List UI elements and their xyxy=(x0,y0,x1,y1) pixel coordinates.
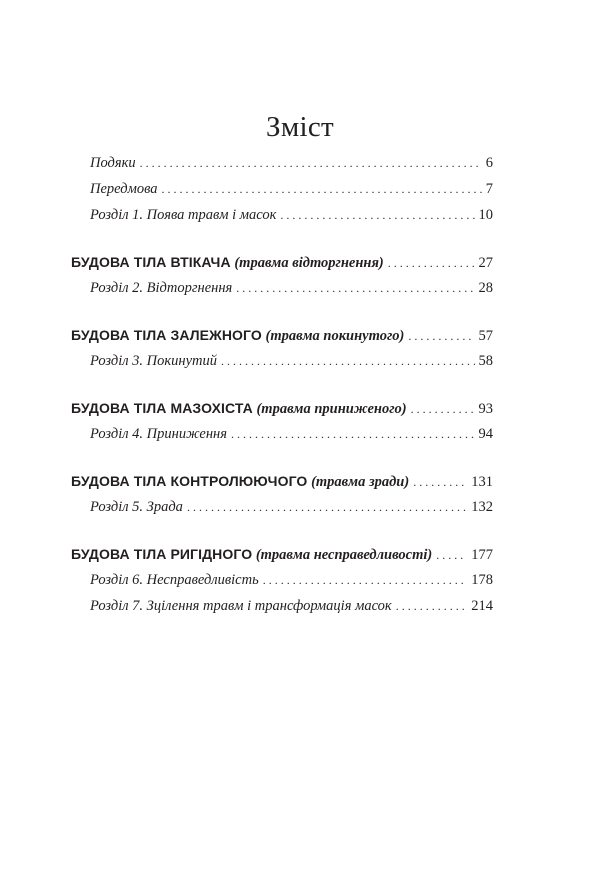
toc-page-number: 94 xyxy=(478,426,493,442)
toc-entry-chapter-6[interactable] xyxy=(71,567,493,593)
part-subtitle: (травма покинутого) xyxy=(265,328,405,344)
toc-page-number: 57 xyxy=(478,328,493,344)
part-heading: БУДОВА ТІЛА МАЗОХІСТА xyxy=(71,400,253,416)
part-heading: БУДОВА ТІЛА ВТІКАЧА xyxy=(71,254,231,270)
toc-entry-label: Розділ 3. Покинутий xyxy=(90,353,218,369)
part-subtitle: (травма приниженого) xyxy=(256,401,407,417)
part-heading: БУДОВА ТІЛА ЗАЛЕЖНОГО xyxy=(71,327,262,343)
toc-entry-label: Розділ 1. Поява травм і масок xyxy=(90,207,277,223)
dot-leader xyxy=(411,396,475,421)
toc-entry-preface[interactable] xyxy=(71,176,493,202)
toc-page-number: 27 xyxy=(478,255,493,271)
page-title: Зміст xyxy=(266,111,334,144)
toc-page-number: 6 xyxy=(485,155,493,171)
toc-entry-label: Розділ 7. Зцілення травм і трансформація масок xyxy=(90,598,392,614)
toc-part-rigid[interactable] xyxy=(71,541,493,567)
toc-part-masochist[interactable] xyxy=(71,395,493,421)
part-heading: БУДОВА ТІЛА РИГІДНОГО xyxy=(71,546,253,562)
toc-page-number: 214 xyxy=(471,598,493,614)
toc-part-fugitive[interactable] xyxy=(71,249,493,275)
toc-entry-chapter-7[interactable] xyxy=(71,593,493,619)
dot-leader xyxy=(231,421,475,447)
toc-entry-chapter-5[interactable] xyxy=(71,494,493,520)
part-heading: БУДОВА ТІЛА КОНТРОЛЮЮЧОГО xyxy=(71,473,308,489)
dot-leader xyxy=(187,494,467,520)
dot-leader xyxy=(140,150,482,176)
dot-leader xyxy=(396,593,468,619)
toc-page-number: 132 xyxy=(471,499,493,515)
dot-leader xyxy=(408,323,474,348)
toc-entry-label: Розділ 5. Зрада xyxy=(90,499,183,515)
toc-page-number: 131 xyxy=(471,474,493,490)
toc-entry-chapter-4[interactable] xyxy=(71,421,493,447)
toc-page-number: 178 xyxy=(471,572,493,588)
toc-entry-label: Розділ 4. Приниження xyxy=(90,426,227,442)
toc-page-number: 177 xyxy=(471,547,493,563)
toc-entry-label: Передмова xyxy=(90,181,158,197)
dot-leader xyxy=(280,202,474,228)
table-of-contents xyxy=(71,150,493,619)
toc-entry-label: Подяки xyxy=(90,155,136,171)
toc-entry-acknowledgements[interactable] xyxy=(71,150,493,176)
toc-entry-chapter-2[interactable] xyxy=(71,275,493,301)
toc-page-number: 7 xyxy=(485,181,493,197)
dot-leader xyxy=(236,275,474,301)
part-subtitle: (травма несправедливості) xyxy=(255,547,433,563)
toc-part-controlling[interactable] xyxy=(71,468,493,494)
toc-entry-chapter-1[interactable] xyxy=(71,202,493,228)
toc-page-number: 58 xyxy=(478,353,493,369)
toc-entry-chapter-3[interactable] xyxy=(71,348,493,374)
part-subtitle: (травма зради) xyxy=(311,474,410,490)
dot-leader xyxy=(436,542,467,567)
toc-page-number: 10 xyxy=(478,207,493,223)
dot-leader xyxy=(221,348,474,374)
toc-page-number: 93 xyxy=(478,401,493,417)
toc-part-dependent[interactable] xyxy=(71,322,493,348)
dot-leader xyxy=(263,567,468,593)
toc-entry-label: Розділ 2. Відторгнення xyxy=(90,280,233,296)
toc-page-number: 28 xyxy=(478,280,493,296)
dot-leader xyxy=(413,469,467,494)
toc-entry-label: Розділ 6. Несправедливість xyxy=(90,572,259,588)
dot-leader xyxy=(162,176,482,202)
part-subtitle: (травма відторгнення) xyxy=(234,255,384,271)
dot-leader xyxy=(388,250,475,275)
